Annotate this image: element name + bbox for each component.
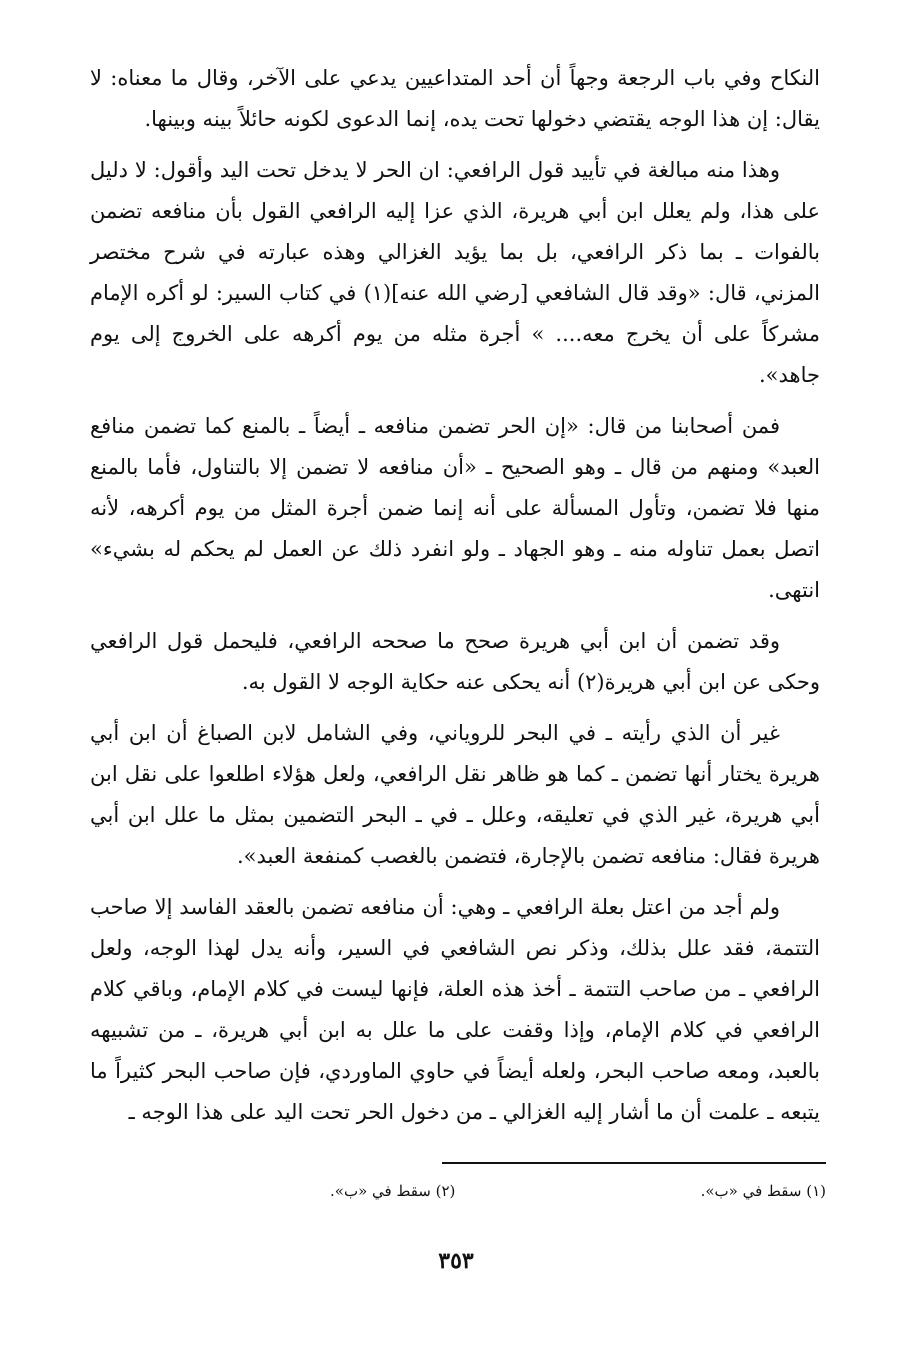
- footnote-2: (٢) سقط في «ب».: [330, 1182, 456, 1200]
- main-text: [90, 58, 820, 1143]
- paragraph-1: النكاح وفي باب الرجعة وجهاً أن أحد المتداعيين يدعي على الآخر، وقال ما معناه: لا يقال: إن هذا الوجه يقتضي دخولها تحت يده، إنما الدعوى لكونه حائلاً بينه وبينها.: [90, 66, 820, 131]
- paragraph-2: وهذا منه مبالغة في تأييد قول الرافعي: ان الحر لا يدخل تحت اليد وأقول: لا دليل على هذا، ولم يعلل ابن أبي هريرة، الذي عزا إليه الرافعي القول بأن منافعه تضمن بالفوات ـ بما ذكر الرافعي، بل بما يؤيد الغزالي وهذه عبارته في شرح مختصر المزني، قال: «وقد قال الشافعي [رضي الله عنه](١) في كتاب السير: لو أكره الإمام مشركاً على أن يخرج معه.... » أجرة مثله من يوم أكرهه على الخروج إلى يوم جاهد».: [90, 158, 820, 387]
- paragraph-4: وقد تضمن أن ابن أبي هريرة صحح ما صححه الرافعي، فليحمل قول الرافعي وحكى عن ابن أبي هريرة(٢) أنه يحكى عنه حكاية الوجه لا القول به.: [90, 629, 820, 694]
- footnotes: [330, 1182, 826, 1200]
- footnote-1: (١) سقط في «ب».: [700, 1182, 826, 1200]
- page-number: ٣٥٣: [438, 1248, 474, 1274]
- paragraph-5: غير أن الذي رأيته ـ في البحر للروياني، وفي الشامل لابن الصباغ أن ابن أبي هريرة يختار أنها تضمن ـ كما هو ظاهر نقل الرافعي، ولعل هؤلاء اطلعوا على نقل ابن أبي هريرة، غير الذي في تعليقه، وعلل ـ في ـ البحر التضمين بمثل ما علل ابن أبي هريرة فقال: منافعه تضمن بالإجارة، فتضمن بالغصب كمنفعة العبد».: [90, 721, 820, 868]
- paragraph-3: فمن أصحابنا من قال: «إن الحر تضمن منافعه ـ أيضاً ـ بالمنع كما تضمن منافع العبد» ومنهم من قال ـ وهو الصحيح ـ «أن منافعه لا تضمن إلا بالتناول، فأما بالمنع منها فلا تضمن، وتأول المسألة على أنه إنما ضمن أجرة المثل من يوم أكرهه، لأنه اتصل بعمل تناوله منه ـ وهو الجهاد ـ ولو انفرد ذلك عن العمل لم يحكم له بشيء» انتهى.: [90, 414, 820, 602]
- paragraph-6: ولم أجد من اعتل بعلة الرافعي ـ وهي: أن منافعه تضمن بالعقد الفاسد إلا صاحب التتمة، فقد علل بذلك، وذكر نص الشافعي في السير، وأنه يدل لهذا الوجه، ولعل الرافعي ـ من صاحب التتمة ـ أخذ هذه العلة، فإنها ليست في كلام الإمام، وباقي كلام الرافعي في كلام الإمام، وإذا وقفت على ما علل به ابن أبي هريرة، ـ من تشبيهه بالعبد، ومعه صاحب البحر، ولعله أيضاً في حاوي الماوردي، فإن صاحب البحر كثيراً ما يتبعه ـ علمت أن ما أشار إليه الغزالي ـ من دخول الحر تحت اليد على هذا الوجه ـ: [90, 895, 820, 1124]
- footnote-divider: [442, 1162, 826, 1164]
